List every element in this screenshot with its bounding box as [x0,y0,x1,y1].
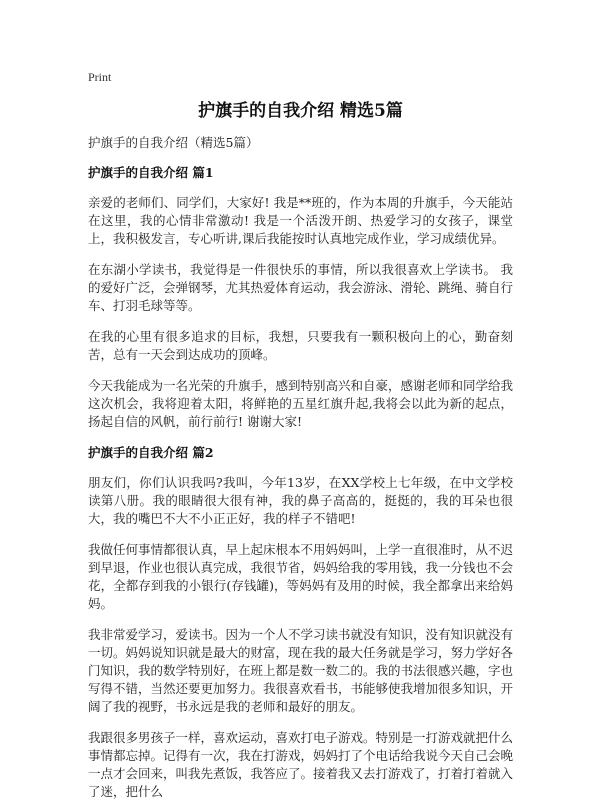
paragraph: 我跟很多男孩子一样，喜欢运动，喜欢打电子游戏。特别是一打游戏就把什么事情都忘掉。记得有一次，我在打游戏，妈妈打了个电话给我说今天自己会晚一点才会回来，叫我先煮饭，我答应了。接着我又去打游戏了，打着打着就入了迷，把什么 [88,730,514,799]
document-title: 护旗手的自我介绍 精选5篇 [198,101,403,121]
paragraph: 在我的心里有很多追求的目标，我想，只要我有一颗积极向上的心，勤奋刻苦，总有一天会到达成功的顶峰。 [88,329,513,362]
section-2 [88,444,513,801]
section-1 [88,164,513,431]
section-heading: 护旗手的自我介绍 篇2 [88,445,214,460]
paragraph: 在东湖小学读书，我觉得是一件很快乐的事情，所以我很喜欢上学读书。 我的爱好广泛，会弹钢琴，尤其热爱体育运动，我会游泳、滑轮、跳绳、骑自行车、打羽毛球等等。 [88,262,514,313]
paragraph: 我做任何事情都很认真，早上起床根本不用妈妈叫，上学一直很准时，从不迟到早退，作业也很认真完成，我很节省，妈妈给我的零用钱，我一分钱也不会花，全都存到我的小银行(存钱罐)，等妈妈有及用的时候，我全都拿出来给妈妈。 [88,542,514,611]
section-heading: 护旗手的自我介绍 篇1 [88,165,214,180]
paragraph: 我非常爱学习，爱读书。因为一个人不学习读书就没有知识，没有知识就没有一切。妈妈说知识就是最大的财富，现在我的最大任务就是学习，努力学好各门知识，我的数学特别好，在班上都是数一数二的。我的书法很感兴趣，字也写得不错，当然还要更加努力。我很喜欢看书，书能够使我增加很多知识，开阔了我的视野，书永远是我的老师和最好的朋友。 [88,627,514,714]
paragraph: 亲爱的老师们、同学们，大家好! 我是**班的，作为本周的升旗手，今天能站在这里，我的心情非常激动! 我是一个活泼开朗、热爱学习的女孩子，课堂上，我积极发言，专心听讲,课后我能按时认真地完成作业，学习成绩优异。 [88,195,513,246]
paragraph: 今天我能成为一名光荣的升旗手，感到特别高兴和自豪，感谢老师和同学给我这次机会，我将迎着太阳，将鲜艳的五星红旗升起,我将会以此为新的起点，扬起自信的风帆，前行前行! 谢谢大家! [88,378,514,429]
print-label[interactable]: Print [88,70,112,84]
document-subtitle: 护旗手的自我介绍（精选5篇） [88,135,259,150]
paragraph: 朋友们，你们认识我吗?我叫，今年13岁，在XX学校上七年级，在中文学校读第八册。我的眼睛很大很有神，我的鼻子高高的，挺挺的，我的耳朵也很大，我的嘴巴不大不小正正好，我的样子不错吧! [88,475,513,526]
